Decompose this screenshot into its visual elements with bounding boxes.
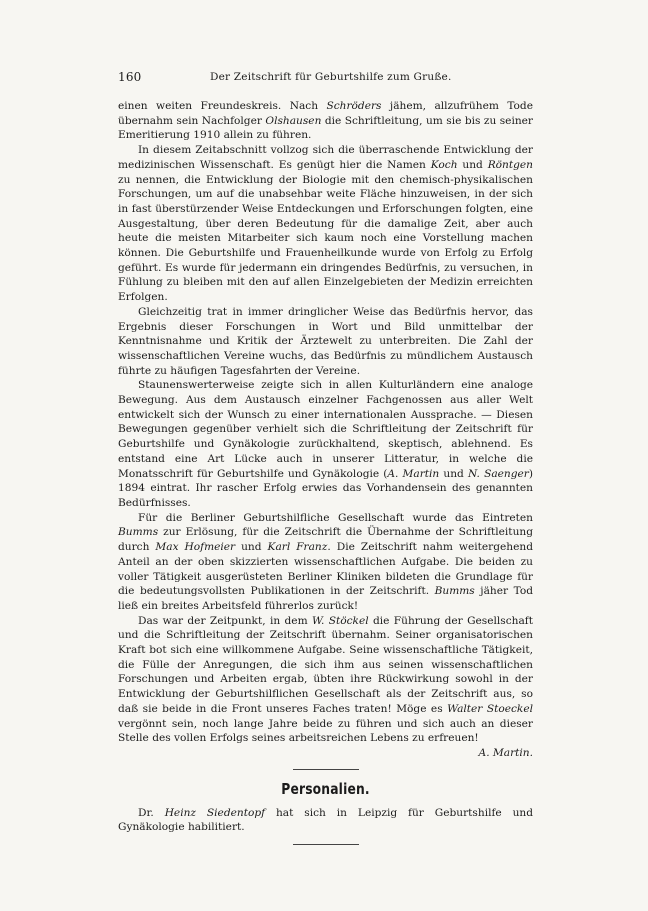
personalien-paragraph: [118, 806, 533, 835]
person-name: Bumms: [118, 526, 159, 539]
text-run: hat sich in Leipzig für Geburtshilfe und Gynäkologie habilitiert.: [118, 806, 534, 834]
person-name: Bumms: [434, 585, 475, 598]
person-name: A. Martin: [387, 467, 440, 480]
page-number: 160: [118, 70, 142, 84]
text-run: ) 1894 eintrat. Ihr rascher Erfolg erwies das Vorhandensein des genannten Bedürfnisses.: [118, 467, 533, 509]
paragraph-5: [118, 511, 533, 614]
section-divider: [293, 769, 359, 770]
text-run: zur Erlösung, für die Zeitschrift die Übernahme der Schriftleitung durch: [118, 526, 533, 554]
person-name: Karl Franz: [267, 541, 328, 554]
paragraph-1: [118, 99, 533, 143]
person-name: Max Hofmeier: [155, 541, 236, 554]
paragraph-3: [118, 305, 533, 379]
person-name: Walter Stoeckel: [447, 702, 534, 715]
text-run: Staunenswerterweise zeigte sich in allen Kulturländern eine analoge Bewegung. Aus dem Austausch einzelner Fachgenossen aus aller Welt entwickelt sich der Wunsch zu einer internationalen Aussprache. — Diesen Bewegungen gegenüber verhielt sich die Schriftleitung der Zeitschrift für Geburtshilfe und Gynäkologie zurückhaltend, skeptisch, ablehnend. Es entstand eine Art Lücke auch in unserer Litteratur, in welche die Monatsschrift für Geburtshilfe und Gynäkologie (: [118, 379, 533, 480]
person-name: Heinz Siedentopf: [164, 806, 266, 819]
text-run: zu nennen, die Entwicklung der Biologie mit den chemisch-physikalischen Forschungen, um auf die unabsehbar weite Fläche hinzuweisen, in der sich in fast überstürzender Weise Entdeckungen und Erforschungen folgten, eine Ausgestaltung, über deren Bedeutung für die damalige Zeit, aber auch heute die meisten Mitarbeiter sich kaum noch eine Vorstellung machen können. Die Geburtshilfe und Frauenheilkunde wurde von Erfolg zu Erfolg geführt. Es wurde für jedermann ein dringendes Bedürfnis, zu versuchen, in Fühlung zu bleiben mit den auf allen Einzelgebieten der Medizin erreichten Erfolgen.: [118, 173, 533, 304]
end-divider: [293, 844, 359, 845]
paragraph-2: [118, 143, 533, 305]
text-run: Gleichzeitig trat in immer dringlicher Weise das Bedürfnis hervor, das Ergebnis dieser Forschungen in Wort und Bild unmittelbar der Kenntnisnahme und Kritik der Ärztewelt zu unterbreiten. Die Zahl der wissenschaftlichen Vereine wuchs, das Bedürfnis zu mündlichem Austausch führte zu häufigen Tagesfahrten der Vereine.: [118, 305, 533, 377]
text-run: die Führung der Gesellschaft und die Schriftleitung der Zeitschrift übernahm. Seiner organisatorischen Kraft bot sich eine willkommene Aufgabe. Seine wissenschaftliche Tätigkeit, die Fülle der Anregungen, die sich ihm aus seinen wissenschaftlichen Forschungen und Arbeiten ergab, übten ihre Rückwirkung sowohl in der Entwicklung der Geburtshilflichen Gesellschaft als der Zeitschrift aus, so daß sie beide in die Front unseres Faches traten! Möge es: [118, 614, 533, 715]
paragraph-4: [118, 378, 533, 510]
section-heading: Personalien.: [281, 779, 370, 798]
person-name: Koch: [430, 158, 458, 171]
text-run: jäher Tod ließ ein breites Arbeitsfeld führerlos zurück!: [118, 585, 533, 612]
text-run: vergönnt sein, noch lange Jahre beide zu führen und sich auch an dieser Stelle des vollen Erfolgs seines arbeitsreichen Lebens zu erfreuen!: [118, 717, 533, 745]
text-run: In diesem Zeitabschnitt vollzog sich die überraschende Entwicklung der medizinischen Wissenschaft. Es genügt hier die Namen: [118, 144, 533, 171]
person-name: N. Saenger: [467, 467, 529, 480]
person-name: Olshausen: [265, 114, 322, 127]
text-run: Dr.: [138, 806, 165, 819]
person-name: Schröders: [326, 100, 382, 112]
text-run: die Schriftleitung, um sie bis zu seiner Emeritierung 1910 allein zu führen.: [118, 114, 533, 142]
text-run: und: [439, 467, 468, 480]
text-run: Das war der Zeitpunkt, in dem: [138, 614, 312, 627]
text-run: und: [235, 541, 268, 554]
text-run: Für die Berliner Geburtshilfliche Gesellschaft wurde das Eintreten: [138, 511, 533, 524]
text-run: einen weiten Freundeskreis. Nach: [118, 100, 327, 112]
text-run: . Die Zeitschrift nahm weitergehend Anteil an der oben skizzierten wissenschaftlichen Aufgabe. Die beiden zu voller Tätigkeit ausgerüsteten Berliner Kliniken bildeten die Grundlage für die bedeutungsvollsten Publikationen in der Zeitschrift.: [118, 541, 533, 598]
paragraph-6: [118, 614, 533, 761]
running-title: Der Zeitschrift für Geburtshilfe zum Gruße.: [210, 71, 452, 83]
text-run: und: [457, 158, 488, 171]
author-signature: A. Martin.: [478, 746, 533, 759]
page-header: [118, 70, 533, 88]
text-run: jähem, allzufrühem Tode übernahm sein Nachfolger: [118, 100, 533, 127]
text-column: [118, 70, 533, 845]
person-name: Röntgen: [487, 158, 533, 171]
person-name: W. Stöckel: [311, 614, 369, 627]
